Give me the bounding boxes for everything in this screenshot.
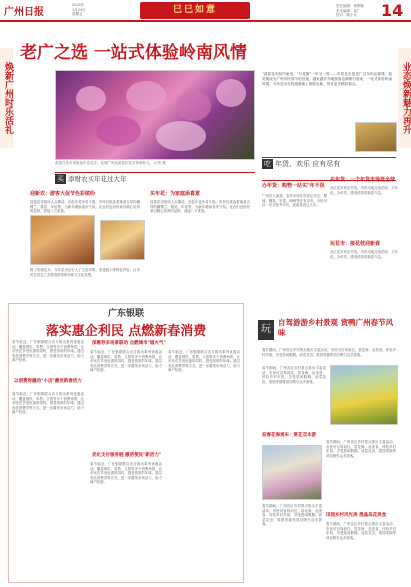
article-text: 广州各大商超、农贸市场年货供应充足，腊味、糖果、坚果、海鲜等应有尽有。市民可以一站式备齐年货，欢欢喜喜过大年。: [262, 194, 327, 208]
bank-name: 广东银联: [107, 309, 144, 319]
editor-line: 校对：陈小兵: [336, 13, 357, 17]
editor-credits: [336, 4, 376, 18]
market-stall-photo: [30, 215, 95, 265]
article-text: 春节临近，广东银联联合各方推出系列优惠活动，覆盖餐饮、零售、文旅等多个消费场景，让市民在享受优惠的同时，感受浓浓的年味。通过发放消费券等方式，进一步激发市场活力，助力商户经营。: [12, 392, 84, 415]
article-text: 各区花市同步开放，市民可就近逛花街、买年花、办年货，感受浓浓的新春气息。: [330, 250, 398, 259]
intro-paragraph: "迎春花市如约而至，"行花街"一年又一度……年宵花市是老广过年的必修课，逛花街成为广州市民春节的首选，越来越多外地游客也被吸引而来，一站式体验岭南风情。今年花市在传统基础上推陈出新，带来更多精彩看点。: [262, 72, 392, 86]
section-title: 年货、欢乐 应有尽有: [275, 160, 341, 168]
subheading: 迎春花海观车：赏花双本游: [262, 433, 316, 438]
subheading: 买年花：为家庭添喜意: [150, 191, 201, 197]
subheading: 深惠券多场景联动 点燃城市"烟火气": [92, 341, 166, 346]
section-icon: 吃: [264, 160, 271, 168]
section-icon: 买: [57, 175, 64, 183]
article-text: 春节临近，广东银联联合各方推出系列优惠活动，覆盖餐饮、零售、文旅等多个消费场景，让市民在享受优惠的同时，感受浓浓的年味。通过发放消费券等方式，进一步激发市场活力，助力商户经营。: [12, 340, 84, 363]
photo-caption: 游客在花市里挑选年宵花卉。花城广州迎新春的花市热闹非凡。 记者 摄: [55, 161, 166, 165]
article-text: 迎春花市现场人头攒动，各色年花争奇斗艳。市民们挑选着寓意吉祥的蝴蝶兰、桃花、年桔等，为新年增添喜庆气氛。花农们也纷纷拿出精心培育的品种，迎接八方来客。: [150, 200, 250, 214]
article-text: 春节临近，广东银联联合各方推出系列优惠活动，覆盖餐饮、零售、文旅等多个消费场景，让市民在享受优惠的同时，感受浓浓的年味。通过发放消费券等方式，进一步激发市场活力，助力商户经营。: [168, 350, 240, 373]
subheading: 优化支付服务链 激活便民"新活力": [92, 453, 162, 458]
rural-headline: 自驾游游乡村景观 赏鸭广州春节风味: [278, 318, 394, 337]
article-text: 春节期间，广州各区乡村景点推出丰富活动，市民可自驾前往，赏花海、品美食、体验乡村年俗，享受悠闲假期。油菜花田、果园采摘等项目吸引众多游客。: [326, 522, 396, 540]
section-icon: 玩: [258, 320, 274, 340]
article-text: 春节期间，广州各区乡村景点推出丰富活动，市民可自驾前往，赏花海、品美食、体验乡村年俗，享受悠闲假期。油菜花田、果园采摘等项目吸引众多游客。: [326, 440, 396, 458]
subheading: 迎新农：游客大促节色彩缤纷: [30, 191, 96, 197]
subheading: 买年货：一个年货市场逛全球: [330, 177, 396, 183]
article-text: 春节期间，广州各区乡村景点推出丰富活动，市民可自驾前往，赏花海、品美食、体验乡村年俗，享受悠闲假期。油菜花田、果园采摘等项目吸引众多游客。: [262, 366, 326, 384]
date-line: 2025年: [72, 3, 85, 7]
side-slogan-left: 焕新广州时乐活礼: [0, 48, 13, 148]
article-text: 春节临近，广东银联联合各方推出系列优惠活动，覆盖餐饮、零售、文旅等多个消费场景，让市民在享受优惠的同时，感受浓浓的年味。通过发放消费券等方式，进一步激发市场活力，助力商户经营。: [90, 350, 162, 373]
section-banner: 巳巳如意: [140, 2, 250, 19]
rural-tour-header: [258, 318, 398, 344]
section-title: 办年货：购物一站买"年不误: [262, 183, 325, 189]
main-headline: 老广之选 一站式体验岭南风情: [20, 43, 247, 63]
subheading: 玩花市：接花枝迎新春: [330, 241, 381, 247]
page-number: 14: [381, 1, 404, 20]
article-text: 各区花市同步开放，市民可就近逛花街、买年花、办年货，感受浓浓的新春气息。: [330, 186, 398, 195]
date-line: 星期五: [72, 12, 83, 16]
section-title: 添财农买年花过大年: [68, 175, 127, 183]
article-text: 迎春花市现场人头攒动，各色年花争奇斗艳。市民们挑选着寓意吉祥的蝴蝶兰、桃花、年桔等，为新年增添喜庆气氛。花农们也纷纷拿出精心培育的品种，迎接八方来客。: [30, 200, 140, 214]
section-header-newyear-goods: [262, 157, 396, 168]
article-text: 除了传统花卉，今年花市还引入了文创市集、非遗展示等特色内容，让市民在赏花之余感受浓浓的年味与文化氛围。: [30, 268, 140, 277]
article-text: 春节临近，广东银联联合各方推出系列优惠活动，覆盖餐饮、零售、文旅等多个消费场景，让市民在享受优惠的同时，感受浓浓的年味。通过发放消费券等方式，进一步激发市场活力，助力商户经营。: [90, 462, 162, 485]
date-line: 1月24日: [72, 7, 86, 12]
issue-date: [72, 3, 94, 17]
section-header-buy-flowers: [55, 172, 255, 183]
flower-market-photo: [55, 70, 255, 160]
article-text: 春节期间，广州各区乡村景点推出丰富活动，市民可自驾前往，赏花海、品美食、体验乡村年俗，享受悠闲假期。油菜花田、果园采摘等项目吸引众多游客。: [262, 504, 322, 527]
subheading: 田园乡村风光美 渔晶岛花美食: [326, 513, 387, 518]
shopper-photo: [100, 220, 145, 260]
flower-sea-photo: [262, 445, 322, 500]
bank-headline: 落实惠企利民 点燃新春消费: [45, 324, 207, 339]
market-photo-small: [355, 122, 397, 152]
editor-line: 美术编辑：邱广: [336, 8, 361, 13]
subheading: 以消费券撬动"小店"激发新春活力: [14, 379, 82, 384]
article-text: 春节期间，广州各区乡村景点推出丰富活动，市民可自驾前往，赏花海、品美食、体验乡村年俗，享受悠闲假期。油菜花田、果园采摘等项目吸引众多游客。: [262, 348, 396, 357]
side-slogan-right: 业态焕新魅力再升: [398, 48, 411, 148]
newspaper-logo: 广州日报: [4, 7, 44, 18]
editor-line: 责任编辑：黄柳蓉: [336, 4, 364, 8]
rapeseed-field-photo: [330, 365, 398, 425]
